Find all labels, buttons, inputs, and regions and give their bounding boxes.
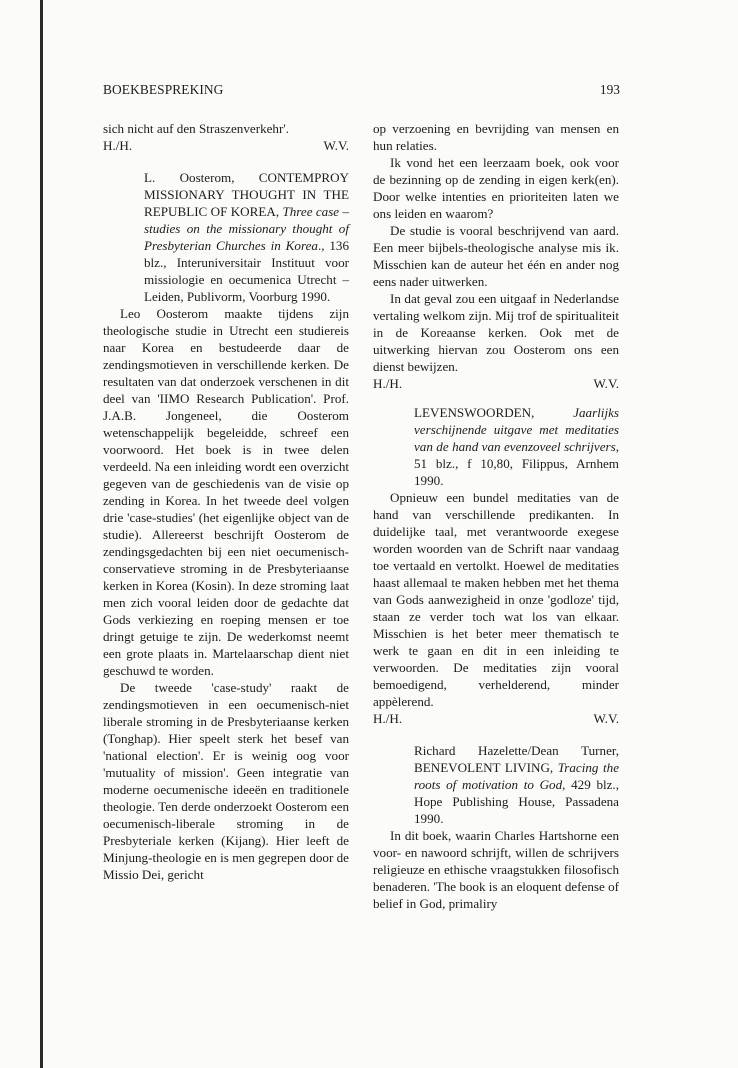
running-title: BOEKBESPREKING (103, 82, 224, 97)
book-entry-benevolent-living (373, 742, 619, 827)
signature-reviewer: W.V. (593, 376, 619, 391)
signature-reviewer: W.V. (593, 711, 619, 726)
running-header (103, 82, 620, 102)
signature-initials: H./H. (103, 138, 133, 153)
signature-initials: H./H. (373, 376, 403, 391)
entry-publication-details: , 51 blz., f 10,80, Filippus, Arnhem 1990. (414, 439, 619, 488)
paragraph: De tweede 'case-study' raakt de zendingsmotieven in een oecumenisch-niet liberale stroming in de Presbyteriaanse kerken (Tonghap). Hier speelt sterk het besef van 'national election'. Er is weinig oog voor 'mutuality of mission'. Geen integratie van moderne oecumenische ideeën en traditionele theologie. Ten derde onderzoekt Oosterom een oecumenisch-liberale stroming in de Presbyteriale kerken (Kijang). Hier leeft de Minjung-theologie en is men gegrepen door de Missio Dei, gericht (103, 680, 349, 882)
reviewer-signature (373, 710, 619, 727)
signature-reviewer: W.V. (323, 138, 349, 153)
paragraph: Leo Oosterom maakte tijdens zijn theologische studie in Utrecht een studiereis naar Korea en bestudeerde daar de zendingsmotieven in verschillende kerken. De resultaten van dat onderzoek verschenen in dit deel van 'IIMO Research Publication'. Prof. J.A.B. Jongeneel, die Oosterom wetenschappelijk begeleidde, schreef een voorwoord. Het boek is in twee delen verdeeld. Na een inleiding wordt een overzicht gegeven van de geschiedenis van de visie op zending in Korea. In het tweede deel volgen drie 'case-studies' (het eigenlijke object van de studie). Allereerst beschrijft Oosterom de zendingsgedachten bij een niet oecumenisch-conservatieve stroming in de Presbyteriaanse kerken in Korea (Kosin). In deze stroming laat men zich vooral leiden door de gedachte dat Gods verkiezing en roeping mensen er toe dringt getuige te zijn. De wederkomst neemt een grote plaats in. Martelaarschap dient niet geschuwd te worden. (103, 306, 349, 678)
entry-publication-details: , 429 blz., Hope Publishing House, Passadena 1990. (414, 777, 619, 826)
book-entry-levenswoorden (373, 404, 619, 489)
page-number: 193 (599, 82, 620, 97)
entry-citation: L. Oosterom, CONTEMPROY MISSIONARY THOUGHT IN THE REPUBLIC OF KOREA, (144, 170, 349, 219)
book-entry-oosterom (103, 169, 349, 305)
entry-subtitle: Jaarlijks verschijnende uitgave met meditaties van de hand van evenzoveel schrijvers (414, 405, 619, 454)
entry-citation: Richard Hazelette/Dean Turner, BENEVOLENT LIVING, (414, 743, 619, 775)
entry-citation: LEVENSWOORDEN, (414, 405, 574, 420)
page-binding-edge (40, 0, 43, 1068)
left-column (103, 120, 349, 883)
paragraph: In dat geval zou een uitgaaf in Nederlandse vertaling welkom zijn. Mij trof de spiritualiteit in de Koreaanse kerken. Ook met de uitwerking hiervan zou Oosterom ons een dienst bewijzen. (373, 291, 619, 374)
right-column (373, 120, 619, 912)
reviewer-signature (103, 137, 349, 154)
paragraph: sich nicht auf den Straszenverkehr'. (103, 121, 289, 136)
entry-subtitle: Three case – studies on the missionary thought of Presbyterian Churches in Korea (144, 204, 349, 253)
reviewer-signature (373, 375, 619, 392)
paragraph: De studie is vooral beschrijvend van aard. Een meer bijbels-theologische analyse mis ik. Misschien kan de auteur het één en ander nog eens nader uitwerken. (373, 223, 619, 289)
entry-subtitle: Tracing the roots of motivation to God (414, 760, 620, 792)
paragraph: Opnieuw een bundel meditaties van de hand van verschillende predikanten. In duidelijke taal, met verantwoorde exegese worden woorden van de Schrift naar vandaag toe vertaald en vertolkt. Hoewel de meditaties haast allemaal te maken hebben met het thema van Gods aanwezigheid in onze 'godloze' tijd, staan ze verder toch wat los van elkaar. Misschien is het beter meer thematisch te werk te gaan en dit in een inleiding te verwoorden. De meditaties zijn vooral bemoedigend, verhelderend, minder appèlerend. (373, 490, 619, 709)
entry-publication-details: ., 136 blz., Interuniversitair Instituut voor missiologie en oecumenica Utrecht – Leiden, Publivorm, Voorburg 1990. (144, 238, 350, 304)
paragraph: Ik vond het een leerzaam boek, ook voor de bezinning op de zending in eigen kerk(en). Door welke intenties en prioriteiten laten we ons leiden en waarom? (373, 155, 619, 221)
paragraph: op verzoening en bevrijding van mensen en hun relaties. (373, 121, 619, 153)
paragraph: In dit boek, waarin Charles Hartshorne een voor- en nawoord schrijft, willen de schrijvers religieuze en ethische vraagstukken filosofisch benaderen. 'The book is an eloquent defense of belief in God, primaliry (373, 828, 619, 911)
signature-initials: H./H. (373, 711, 403, 726)
